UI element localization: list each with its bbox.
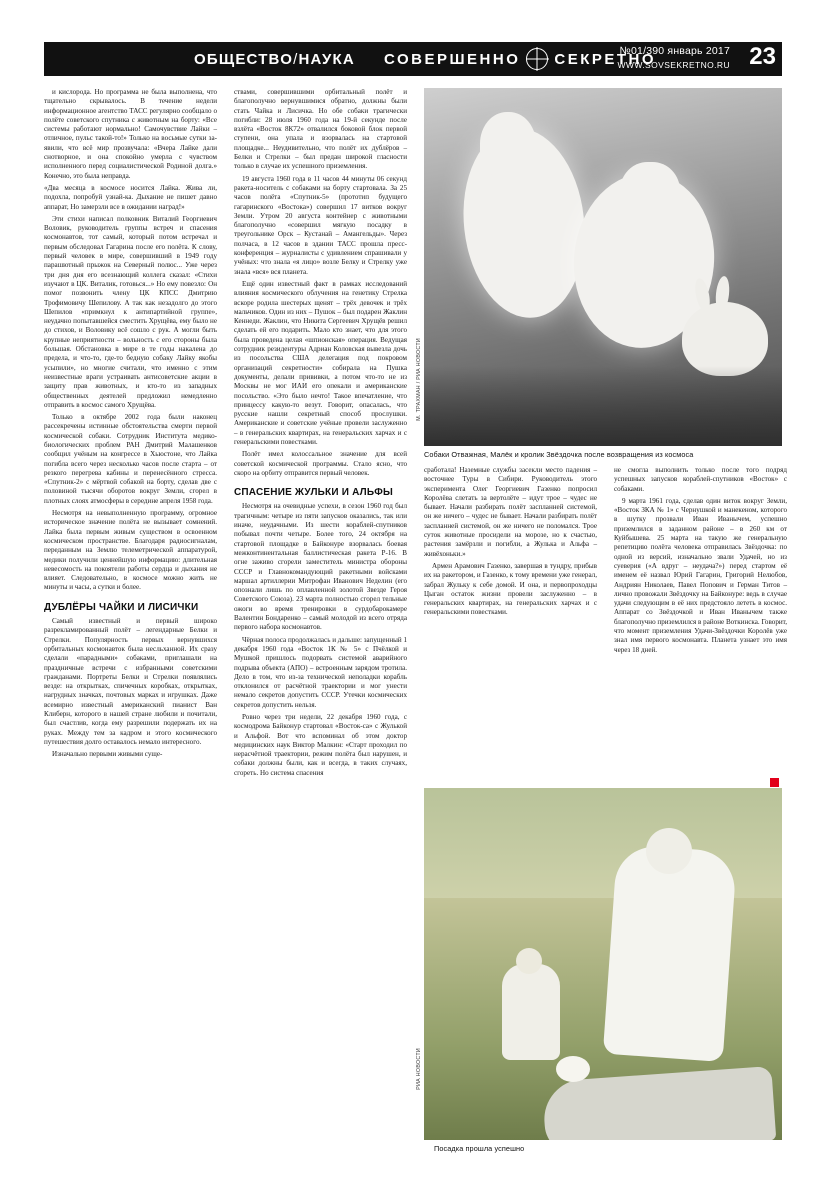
dog-head xyxy=(480,112,536,178)
photo-credit-bottom: РИА НОВОСТИ xyxy=(416,1048,422,1090)
paragraph: Несмотря на невыполненную программу, огромное историческое значение полёта не вызывает сомнений. Лайка была первым живым существом в освоенном космическом пространстве. Благодаря радиосигналам, переданным на Землю телеметрической аппаратурой, медики получили ценнейшую информацию: длительная невесомость на покоятели работы сердца и дыхания не влияет. Следовательно, в космосе можно жить не минуты и часы, а сутки и более. xyxy=(44,509,217,592)
paragraph: Изначально первыми живыми суще- xyxy=(52,750,163,759)
text-column-2 xyxy=(234,88,407,781)
paragraph: Ещё один известный факт в рамках исследований влияния космического облучения на генетику Стрелка вскоре родила шестерых щенят – трёх девочек и трёх мальчиков. Один из них – Пушок – был подарен Жаклин Кеннеди. Жаклин, что Никита Сергеевич Хрущёв решил сделать ей его подарить. Мало кто знает, что для этого была проведена целая «шпионская» операция. Ведущая сотрудник резидентуры Адриан Коловская вывезла дочь из посольства США делегация под покровом организаций секретности» собирала на Пушка документы, делали прививки, а потом что-то не из Москвы не мог ИАИ его опекали и американские посольство. «Это было нечто! Такое впечатление, что принцессу какую-то везут. Говорит, опасалась, что русские нашли секретный способ прослушки. Американские и советские учёные провели заслуженно – в генеральских квартирах, на генеральских харчах и с генеральскими повестками. xyxy=(234,279,407,446)
paragraph: Ровно через три недели, 22 декабря 1960 года, с космодрома Байконур стартовал «Восток-са» с Жулькой и Альфой. Вот что вспоминал об этом доктор медицинских наук Виктор Малкин: «Старт проходил по нерасчётной траектории, режим полёта был нарушен, и собаки должны были, как и всегда, в таких случаях, сгореть. Но система спасения xyxy=(234,713,407,777)
paragraph: Только в октябре 2002 года были наконец рассекречены истинные обстоятельства смерти первой космической собаки. Сотрудник Института медико-биологических проблем РАН Дмитрий Малашенков сообщил учёным на конгрессе в Хьюстоне, что Лайка погибла всего через несколько часов после старта – от резкого перегрева кабины и перенесённого стресса. «Спутник-2» с мёртвой собакой на борту, сделав две с половиной тысячи оборотов вокруг Земли, сгорел в плотных слоях атмосферы в середине апреля 1958 года. xyxy=(44,413,217,505)
end-of-article-mark xyxy=(770,778,779,787)
paragraph: не смогла выполнить только после того подряд успешных запусков кораблей-спутников «Восток» с собаками. xyxy=(614,466,787,493)
dog-in-field xyxy=(556,1056,590,1082)
paragraph: Эти стихи написал полковник Виталий Георгиевич Воловик, руководитель группы встреч и спасения космонавтов, тот самый, который потом встречал и первым обследовал Гагарина после его полёта. К слову, первый человек в мире, совершивший в 1949 году парашютный прыжок на Северный полюс... Уже через три дня дня его всезнающий коллега сказал: «Стихи изучают в ЦК. Виталик, готовься...» Но ему повезло: Он помог позвонить члену ЦК КПСС Дмитрию Трофимовичу Шепилову. А так как незадолго до этого Шепилов «примкнул к антипартийной группе», неудачно попытавшейся сместить Хрущёва, ему было не до стихов, и Воловику всё сошло с рук. А могли быть крупные неприятности – вольность с его стороны была большая. Обстановка в мире в те годы накалена до предела, и что-то, где-то бедную собаку Лайку якобы усыпили», но многие считали, что именно с этим неизвестные враги устраивать антисоветские акции в защиту прав животных, и кто-то из западных общественных деятелей предложил немедленно отправить в космос самого Хрущёва. xyxy=(44,214,217,409)
dog-head xyxy=(620,162,680,224)
photo-dogs-and-rabbit xyxy=(424,88,782,446)
brand-word-left: СОВЕРШЕННО xyxy=(384,50,521,68)
paragraph: 9 марта 1961 года, сделав один виток вокруг Земли, «Восток ЗКА № 1» с Чернушкой и манекеном, которого в шутку прозвали Иван Иванычем, успешно приземлился в заданном районе – в 260 км от Куйбышева. 25 марта на такую же генеральную репетицию полёта человека отправилась Звёздочка: по одной из версий, изначально звали Удачей, но из суеверия («А вдруг – неудача?») перед стартом её именем её назвал Юрий Гагарин, Григорий Нелюбов, Андриян Николаев, Павел Попович и Герман Титов – лично провожали Звёздочку на Байконуре: ведь в случае удачи следующим в её них предстояло лететь в космос. Аппарат со Звёздочкой и Иван Иванычем также благополучно приземлился в районе Воткинска. Говорит, что момент приземления Удачи-Звёздочки Королёв уже знал имя первого космонавта. Планета узнает это имя через 18 дней. xyxy=(614,496,788,654)
rabbit-silhouette xyxy=(682,302,768,376)
globe-icon xyxy=(526,48,548,70)
article-body xyxy=(44,88,788,1166)
specialist-head xyxy=(646,828,692,874)
photo-caption-top: Собаки Отважная, Малёк и кролик Звёздочка после возвращения из космоса xyxy=(424,450,694,459)
assistant-head xyxy=(516,948,542,974)
paragraph: Самый известный и первый широко разрекламированный полёт – легендарные Белки и Стрелки. Популярность первых вернувшихся орбитальных космонавток была несльханной. Их сразу сделали «парадными» собаками, приглашали на праздничные встречи с избранными советскими гражданами. Портреты Белки и Стрелки появлялись везде: на открытках, спичечных коробках, открытках, нагрудных значках, почтовых марках и игрушках. Даже всемирно известный американский пианист Ван Клиберн, которого в нашей стране любили и почитали, был счастлив, когда ему разрешили подержать их на руках. Между тем за кадром и этого космического путешествия долго оставалось немало интересного. xyxy=(44,617,217,746)
photo-landing-site xyxy=(424,788,782,1140)
photo-credit-top: М. ТРАХМАН / РИА НОВОСТИ xyxy=(416,338,422,421)
issue-info xyxy=(617,45,730,70)
text-column-4 xyxy=(614,466,787,658)
paragraph: Армен Арамович Газенко, завершая в тундру, прибыв их на ракетором, и Газенко, к тому времени уже генерал, забрал Жульку к себе домой. И она, и первопроходцы Цыган остаток жизни провели заслуженно – в генеральских квартирах, на генеральских харчах и с генеральскими повестками. xyxy=(424,561,597,617)
paragraph: 19 августа 1960 года в 11 часов 44 минуты 06 секунд ракета-носитель с собаками на борту стартовала. За 25 часов полёта «Спутник-5» (прототип будущего гагаринского «Востока») совершил 17 витков вокруг Земли. Утром 20 августа контейнер с животными благополучно «совершил мягкую посадку в треугольнике Орск – Кустанай – Амангельды». Через полчаса, в 12 часов в здании ТАСС прошла пресс-конференция – журналисты с удивлением спрашивали у учёных: что знала «я лицо» возле Белку и Стрелку уже знала «вся» вся планета. xyxy=(234,174,407,276)
brand-logo xyxy=(384,42,656,76)
page-number: 23 xyxy=(749,43,776,70)
specialist-figure xyxy=(603,844,737,1062)
website-url[interactable]: WWW.SOVSEKRETNO.RU xyxy=(617,60,730,70)
paragraph: сработала! Наземные службы засекли место падения – восточнее Туры в Сибири. Руководитель этого эксперимента Олег Георгиевич Газенко попросил Королёва слетать за вертолёте – идут трое – чудес не бывает. Начали разбирать полёт заспланней системой, он же ничего – чудес не бывает. Начали разбирать полёт заспланней системой, он же ничего не поломался. Трое суток животные просидели на морозе, но к счастью, растения замёрзли и погибли, а Жулька и Альфа – живёхоньки.» xyxy=(424,466,597,558)
paragraph: Чёрная полоса продолжалась и дальше: запущенный 1 декабря 1960 года «Восток 1К № 5» с Пчёлкой и Мушкой пришлось подорвать системой аварийного подрыва объекта (АПО) – встроенным зарядом тротила. Дело в том, что из-за технической неполадки корабль отклонился от расчётной траектории и мог унести немало секретов допустить СССР. Утечки космических секретов допустить нельзя. xyxy=(234,635,408,709)
poem-stanza: «Два месяца в космосе носится Лайка. Жива ли, подохла, попробуй узнай-ка. Дыхание не пишет давно аппарат, Но замерзли все в ожидании наград!» xyxy=(44,183,217,211)
text-column-3 xyxy=(424,466,597,621)
section-separator: / xyxy=(293,50,299,68)
section-title xyxy=(194,51,355,68)
issue-number: №01/390 январь 2017 xyxy=(619,45,730,57)
section-label-science: НАУКА xyxy=(298,50,355,68)
section-label-society: ОБЩЕСТВО xyxy=(194,50,294,68)
assistant-figure xyxy=(502,964,560,1060)
paragraph: и кислорода. Но программа не была выполнена, что тщательно скрывалось. В течение недели информационное агентство ТАСС регулярно сообщало о полёте советского спутника с животным на борту: «Все системы работают нормально! Самочувствие Лайки – отличное, пульс такой-то!» Только на восьмые сутки заявили, что всё мир прозвучала: «Вчера Лайке дали снотворное, и она спокойно умерла с чувством исполненного перед социалистической Родиной долга.» Конечно, это была неправда. xyxy=(44,88,217,180)
paragraph: ствами, совершившими орбитальный полёт и благополучно вернувшимися обратно, должны были стать Чайка и Лисичка. Но обе собаки трагически погибли: 28 июля 1960 года на 19-й секунде после взлёта «Восток 8К72» отвалился боковой блок первой ступени, она упала и взорвалась на стартовой площадке... Неудивительно, что полёт их дублёров – Белки и Стрелки – был предан широкой гласности только в случае их успешного приземления. xyxy=(234,88,407,171)
subheading-spasenie: СПАСЕНИЕ ЖУЛЬКИ И АЛЬФЫ xyxy=(234,487,393,499)
foreground-grass xyxy=(424,366,782,446)
paragraph: Полёт имел колоссальное значение для всей советской космической программы. Стало ясно, что скоро на орбиту отправится первый человек. xyxy=(234,450,407,477)
photo-caption-bottom: Посадка прошла успешно xyxy=(434,1144,525,1153)
subheading-dublery: ДУБЛЁРЫ ЧАЙКИ И ЛИСИЧКИ xyxy=(44,601,199,613)
text-column-1 xyxy=(44,88,217,762)
paragraph: Несмотря на очевидные успехи, в сезон 1960 год был трагичным: четыре из пяти запусков оказались, так или иначе, неудачными. Из шести кораблей-спутников побывал почти четыре. Более того, 24 октября на стартовой площадке в Байконуре взорвалась боевая межконтинентальная баллистическая ракета Р-16. В огне заживо сгорели заместитель министра обороны СССР и Главнокомандующий ракетными войсками маршал артиллерии Митрофан Иванович Неделин (его опознали лишь по оплавленной золотой Звезде Героя Советского Союза). 23 марта полностью сгорел тельные ожоги во время тренировки в сурдобарокамере Валентин Бондаренко – самый молодой из всего отряда первого набора космонавтов. xyxy=(234,502,407,632)
brand-word-right: СЕКРЕТНО xyxy=(554,50,657,68)
page-masthead xyxy=(44,42,782,76)
